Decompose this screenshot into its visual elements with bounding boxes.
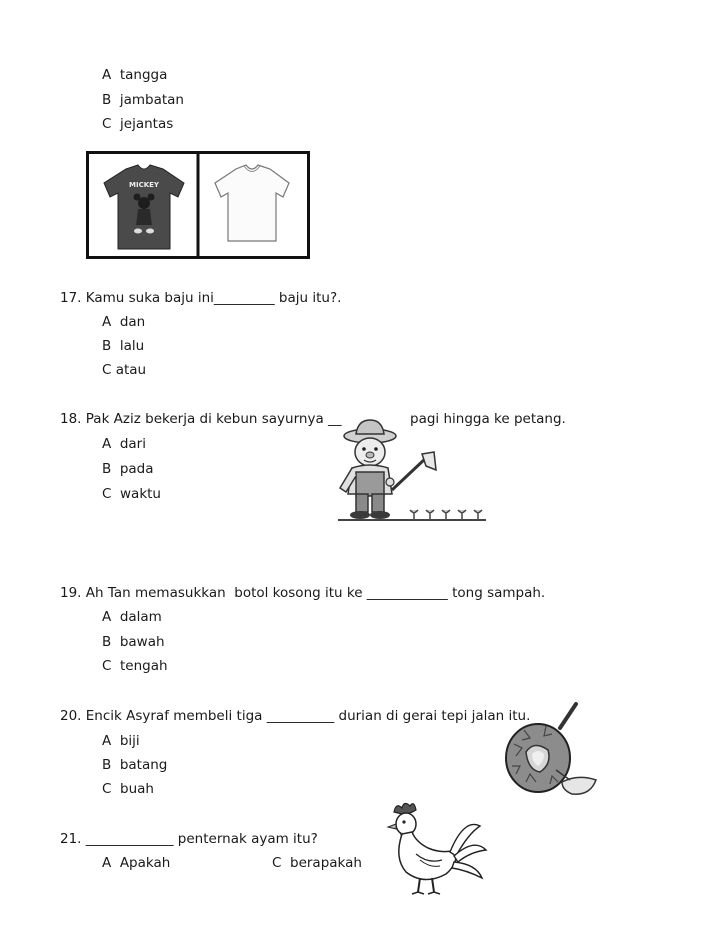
q17-option-c: C atau xyxy=(102,362,147,378)
q21-option-c: C berapakah xyxy=(272,855,362,871)
rooster-image xyxy=(380,798,490,898)
q18-option-c: C waktu xyxy=(102,486,161,502)
q17-option-b: B lalu xyxy=(102,338,145,354)
q16-option-a: A tangga xyxy=(102,67,168,83)
q17-question: 17. Kamu suka baju ini_________ baju itu?. xyxy=(60,290,342,306)
q20-option-a: A biji xyxy=(102,733,140,749)
farmer-image xyxy=(330,418,490,526)
q20-option-b: B batang xyxy=(102,757,168,773)
q18-question: 18. Pak Aziz bekerja di kebun sayurnya __ xyxy=(60,411,342,427)
q21-option-a: A Apakah xyxy=(102,855,171,871)
q16-option-b: B jambatan xyxy=(102,92,184,108)
shirt-print-text: MICKEY xyxy=(129,181,159,189)
q20-question: 20. Encik Asyraf membeli tiga __________ durian di gerai tepi jalan itu. xyxy=(60,708,531,724)
q18-question-end: pagi hingga ke petang. xyxy=(410,411,566,427)
q17-option-a: A dan xyxy=(102,314,146,330)
q18-option-a: A dari xyxy=(102,436,146,452)
q19-option-a: A dalam xyxy=(102,609,162,625)
q21-question: 21. _____________ penternak ayam itu? xyxy=(60,831,318,847)
shirts-image xyxy=(86,151,310,259)
durian-image xyxy=(500,700,600,800)
q19-option-b: B bawah xyxy=(102,634,165,650)
q18-option-b: B pada xyxy=(102,461,154,477)
q20-option-c: C buah xyxy=(102,781,154,797)
q19-option-c: C tengah xyxy=(102,658,168,674)
q16-option-c: C jejantas xyxy=(102,116,174,132)
q19-question: 19. Ah Tan memasukkan botol kosong itu ke ____________ tong sampah. xyxy=(60,585,546,601)
